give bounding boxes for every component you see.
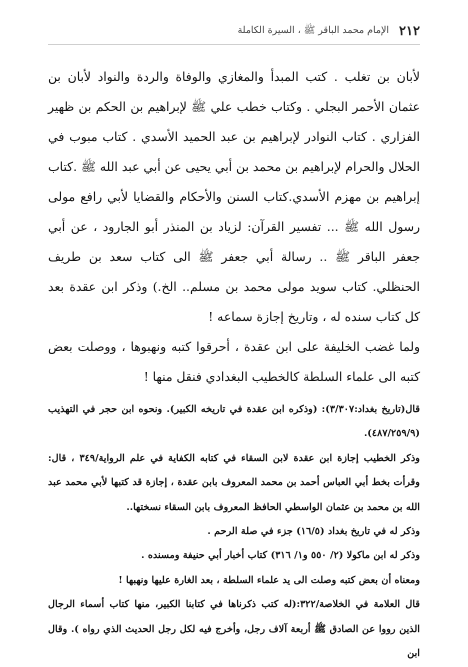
page-body	[48, 62, 420, 666]
notes-section	[48, 398, 420, 666]
note-paragraph: ومعناه أن بعض كتبه وصلت الى يد علماء السلطة ، بعد الغارة عليها ونهبها !	[118, 574, 420, 586]
header-divider	[48, 44, 420, 45]
running-title: الإمام محمد الباقر ﷺ ، السيرة الكاملة	[237, 25, 390, 36]
note-paragraph: وذكر له ابن ماكولا (٢/ ٥٥٠ و١/ ٣١٦) كتاب أخبار أبي حنيفة ومسنده .	[141, 550, 420, 562]
note-paragraph: وذكر له في تاريخ بغداد (١٦/٥) جزء في صلة الرحم .	[207, 526, 420, 538]
note-paragraph: وذكر الخطيب إجازة ابن عقدة لابن السقاء في كتابه الكفاية في علم الرواية/٣٤٩ ، قال: وقرأت بخط أبي العباس أحمد بن محمد المعروف بابن عقدة ، إجازة قد كتبها لأبي محمد عبد الله بن محمد بن عثمان الواسطي الحافظ المعروف بابن السقاء نسختها..	[48, 452, 420, 513]
note-paragraph: قال(تاريخ بغداد:٣/٣٠٧): (وذكره ابن عقدة في تاريخه الكبير). ونحوه ابن حجر في التهذيب (٤٨٧/٢٥٩/٩).	[48, 404, 420, 440]
body-paragraph: ولما غضب الخليفة على ابن عقدة ، أحرقوا كتبه ونهبوها ، ووصلت بعض كتبه الى علماء السلطة كالخطيب البغدادي فنقل منها !	[48, 339, 420, 384]
page-number: ٢١٢	[399, 23, 420, 39]
note-paragraph: قال العلامة في الخلاصة/٣٢٢:(له كتب ذكرناها في كتابنا الكبير، منها كتاب أسماء الرجال الذين رووا عن الصادق ﷺ أربعة آلاف رجل، وأخرج فيه لكل رجل الحديث الذي رواه ). وقال ابن	[48, 599, 421, 660]
body-paragraph: لأبان بن تغلب . كتب المبدأ والمغازي والوفاة والردة والنواد لأبان بن عثمان الأحمر البجلي . وكتاب خطب علي ﷺ لإبراهيم بن الحكم بن ظهير الفزاري . كتاب النوادر لإبراهيم بن عبد الحميد الأسدي . كتاب مبوب في الحلال والحرام لإبراهيم بن محمد بن أبي يحيى عن أبي عبد الله ﷺ .كتاب إبراهيم بن مهزم الأسدي.كتاب السنن والأحكام والقضايا لأبي رافع مولى رسول الله ﷺ ... تفسير القرآن: لزياد بن المنذر أبو الجارود ، عن أبي جعفر الباقر ﷺ .. رسالة أبي جعفر ﷺ الى كتاب سعد بن طريف الحنظلي. كتاب سويد مولى محمد بن مسلم.. الخ.) وذكر ابن عقدة بعد كل كتاب سنده له ، وتاريخ إجازة سماعه !	[48, 69, 420, 324]
page-header	[48, 20, 420, 42]
